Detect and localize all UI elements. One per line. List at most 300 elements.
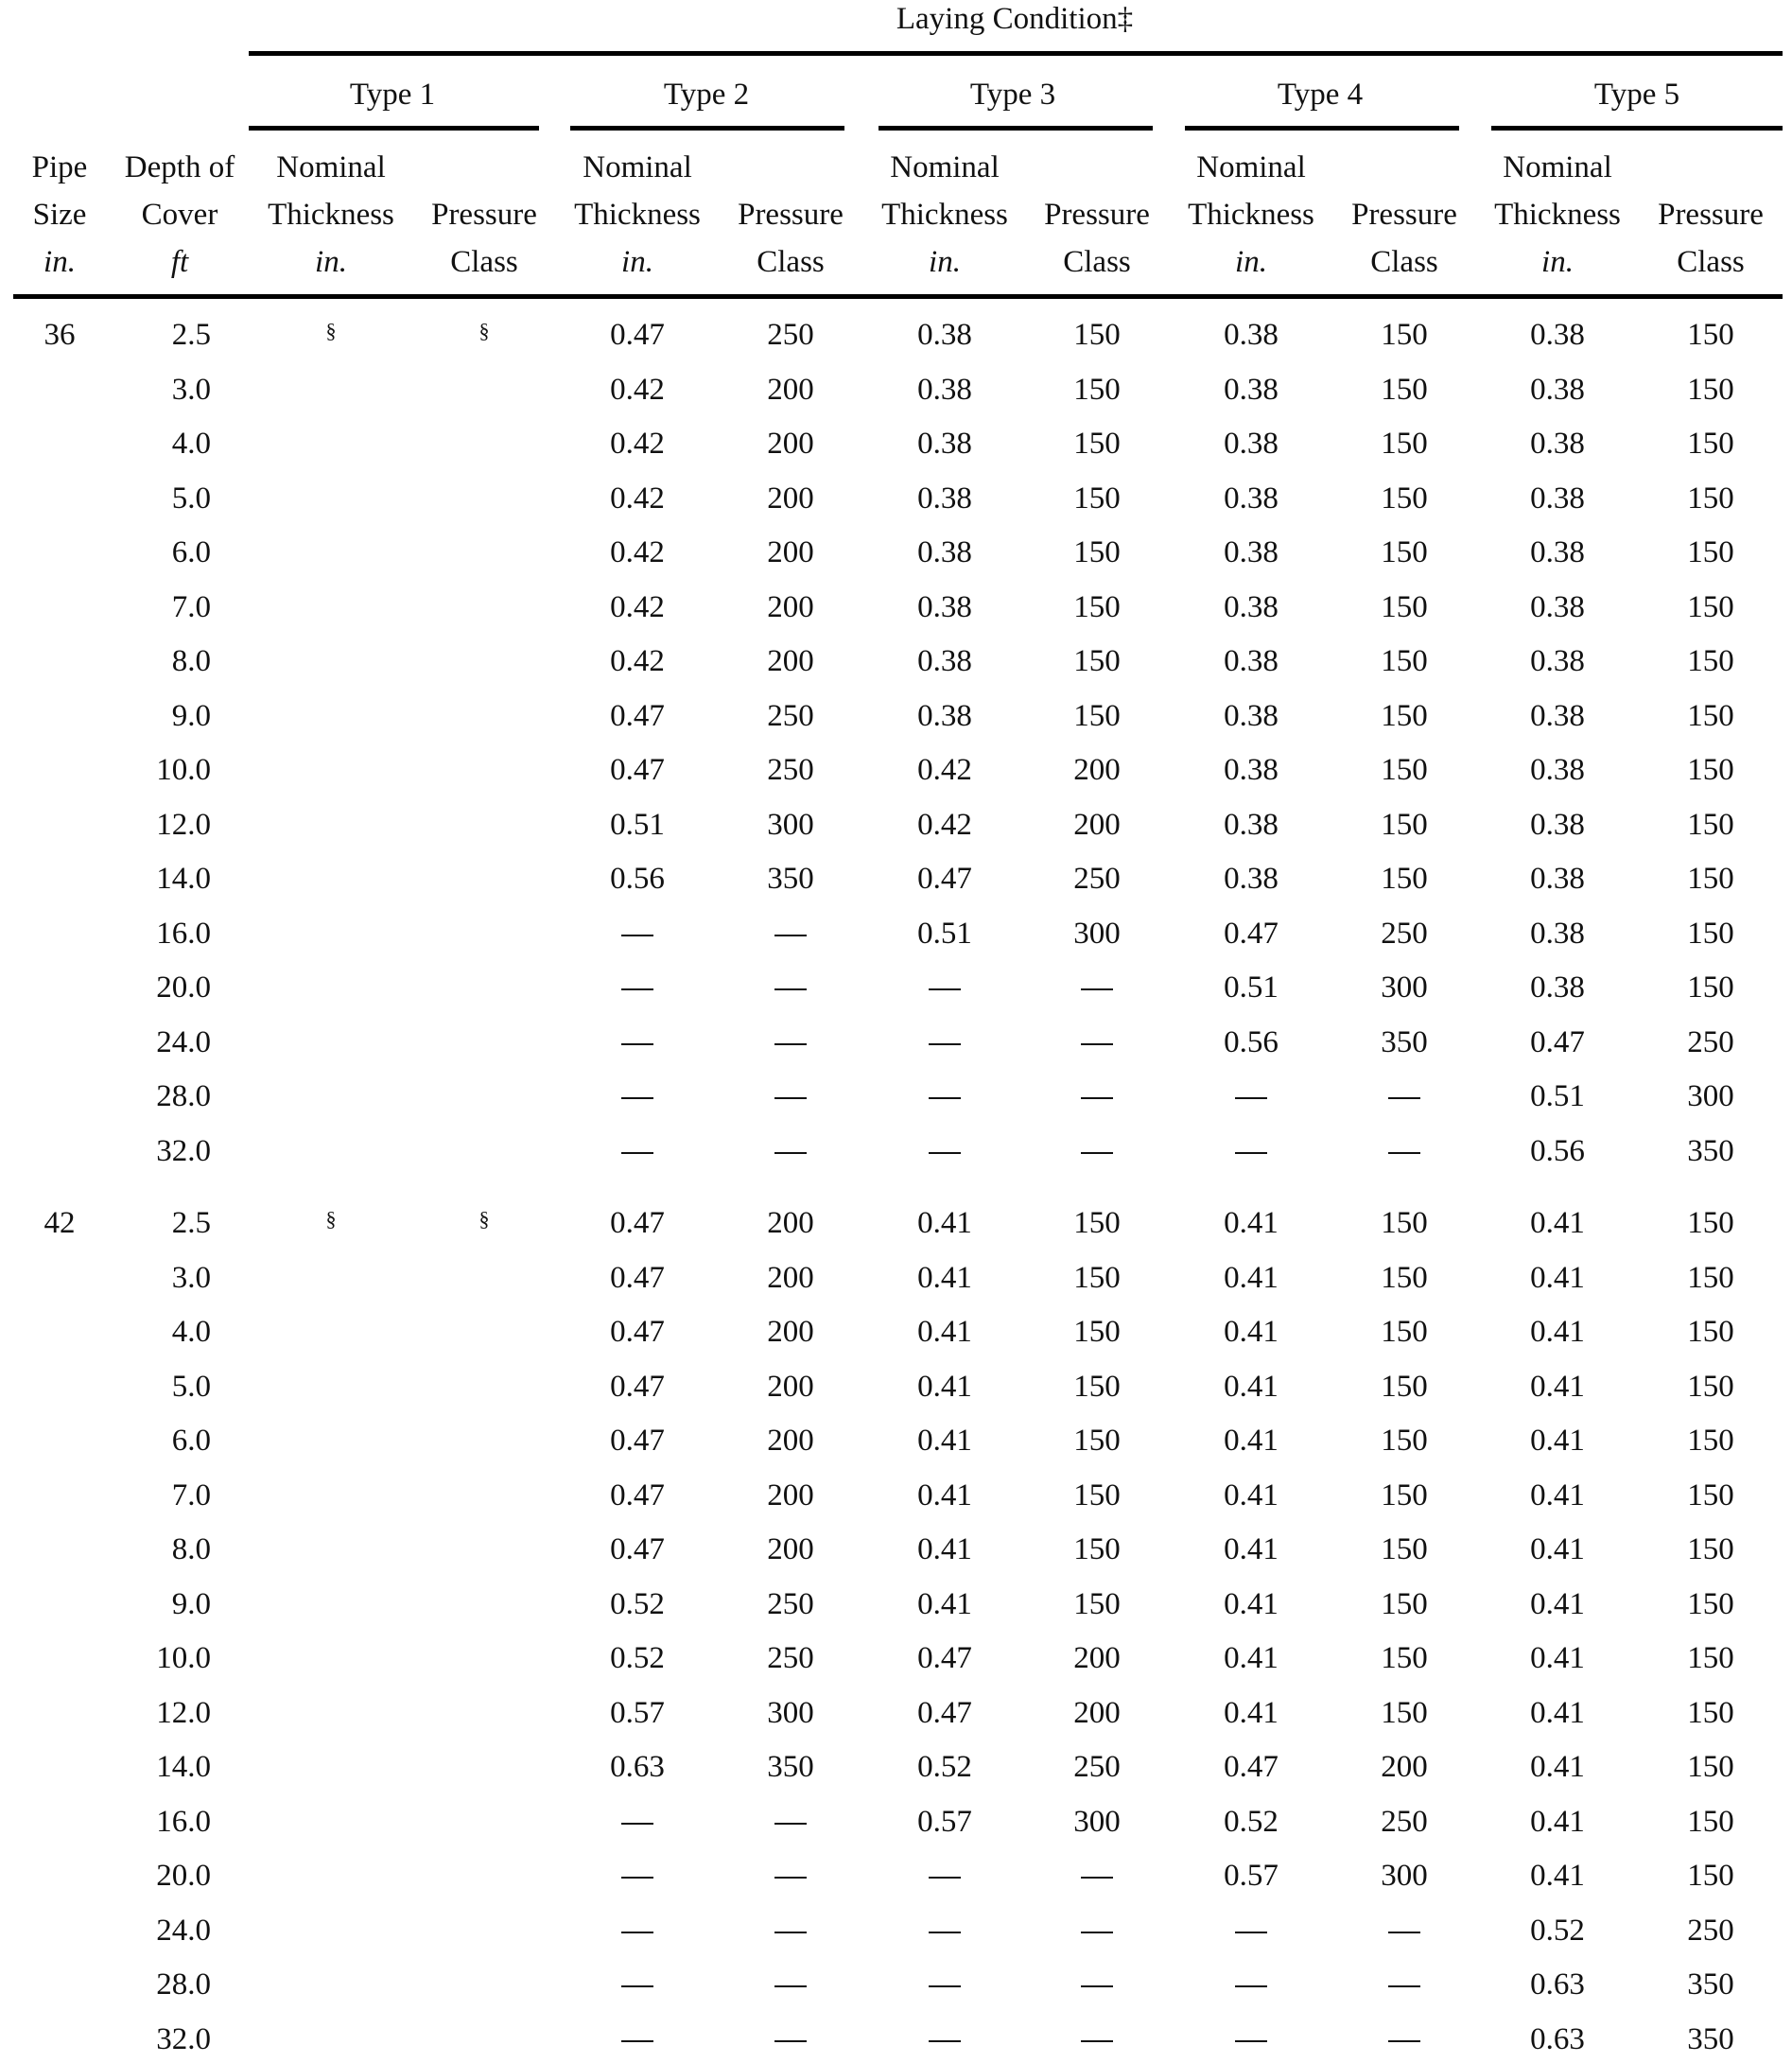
dash-mark xyxy=(929,1097,961,1099)
pressure-class-header: Class xyxy=(757,245,825,279)
pressure-class-cell: 250 xyxy=(1073,1750,1121,1784)
pressure-class-cell: 250 xyxy=(1687,1025,1734,1059)
pressure-class-cell: 150 xyxy=(1073,1587,1121,1621)
pressure-class-cell: 200 xyxy=(767,1532,814,1566)
pressure-class-header: Class xyxy=(1677,245,1745,279)
nominal-thickness-cell: 0.63 xyxy=(610,1750,665,1784)
pressure-class-cell: 300 xyxy=(1073,917,1121,951)
pressure-class-cell: 250 xyxy=(1381,1805,1428,1839)
nominal-thickness-cell xyxy=(621,2020,653,2058)
depth-cell: 5.0 xyxy=(171,1370,211,1404)
depth-cell: 6.0 xyxy=(171,1424,211,1458)
pressure-class-cell xyxy=(774,1966,807,2003)
dash-mark xyxy=(1388,1097,1420,1099)
dash-mark xyxy=(774,1043,807,1045)
nominal-thickness-cell: 0.38 xyxy=(1224,644,1279,678)
dash-mark xyxy=(774,988,807,990)
depth-cell: 3.0 xyxy=(171,373,211,407)
nominal-thickness-cell: 0.38 xyxy=(1530,808,1585,842)
pressure-class-cell: 150 xyxy=(1381,644,1428,678)
nominal-thickness-cell: 0.42 xyxy=(610,535,665,569)
pressure-class-cell: 200 xyxy=(767,535,814,569)
dash-mark xyxy=(929,1043,961,1045)
nominal-thickness-cell: 0.41 xyxy=(917,1424,972,1458)
pressure-class-cell xyxy=(774,1803,807,1841)
pressure-class-cell: 200 xyxy=(767,1478,814,1512)
pressure-class-cell: 200 xyxy=(767,427,814,461)
nominal-thickness-cell: 0.51 xyxy=(917,917,972,951)
pressure-class-cell: 250 xyxy=(767,1587,814,1621)
nominal-thickness-cell: 0.47 xyxy=(610,753,665,787)
pressure-class-cell: 150 xyxy=(1073,1532,1121,1566)
pressure-class-cell xyxy=(1081,2020,1113,2058)
pressure-class-cell: 250 xyxy=(1687,1914,1734,1948)
nominal-thickness-cell: 0.41 xyxy=(1530,1206,1585,1240)
pressure-class-cell: 200 xyxy=(767,1206,814,1240)
spanner-rule xyxy=(249,51,1783,56)
pressure-class-cell: 200 xyxy=(767,1315,814,1349)
nominal-thickness-cell: 0.41 xyxy=(917,1587,972,1621)
pressure-class-cell: 150 xyxy=(1687,917,1734,951)
pressure-class-cell: 150 xyxy=(1381,1424,1428,1458)
nominal-thickness-cell: 0.41 xyxy=(1530,1315,1585,1349)
nominal-thickness-cell: 0.42 xyxy=(610,427,665,461)
pressure-class-cell: 150 xyxy=(1073,1424,1121,1458)
nominal-thickness-cell: 0.41 xyxy=(917,1478,972,1512)
nominal-thickness-cell xyxy=(621,1077,653,1115)
nominal-thickness-cell: 0.52 xyxy=(1224,1805,1279,1839)
dash-mark xyxy=(929,1877,961,1879)
nominal-thickness-cell: 0.41 xyxy=(917,1206,972,1240)
pressure-class-cell: 150 xyxy=(1073,644,1121,678)
nominal-thickness-cell: 0.38 xyxy=(917,644,972,678)
pressure-class-cell: 250 xyxy=(767,699,814,733)
pressure-class-cell: 150 xyxy=(1381,1370,1428,1404)
dash-mark xyxy=(1235,1097,1267,1099)
nominal-thickness-cell xyxy=(1235,1912,1267,1949)
nominal-thickness-cell: 0.41 xyxy=(917,1532,972,1566)
pressure-class-cell xyxy=(774,1023,807,1061)
depth-cell: 32.0 xyxy=(156,2022,211,2056)
type-1-header: Type 1 xyxy=(349,78,436,112)
nominal-thickness-cell xyxy=(929,1912,961,1949)
pressure-class-cell: 300 xyxy=(1073,1805,1121,1839)
nominal-thickness-cell: 0.38 xyxy=(1530,917,1585,951)
nominal-thickness-cell: 0.41 xyxy=(1530,1478,1585,1512)
nominal-thickness-cell: 0.42 xyxy=(610,373,665,407)
nominal-thickness-cell xyxy=(1235,2020,1267,2058)
pipe-size-header: Size xyxy=(32,198,87,232)
nominal-thickness-cell: 0.38 xyxy=(917,427,972,461)
pressure-class-cell: 150 xyxy=(1381,1587,1428,1621)
pressure-class-cell: 350 xyxy=(1381,1025,1428,1059)
pressure-class-cell: 200 xyxy=(767,481,814,516)
nominal-thickness-cell: 0.38 xyxy=(1224,590,1279,624)
pressure-class-cell: 150 xyxy=(1073,1206,1121,1240)
dash-mark xyxy=(1388,2040,1420,2042)
nominal-thickness-cell xyxy=(621,1966,653,2003)
depth-cell: 16.0 xyxy=(156,917,211,951)
pressure-class-cell: 150 xyxy=(1687,535,1734,569)
nominal-thickness-cell: 0.38 xyxy=(1224,699,1279,733)
nominal-thickness-cell: 0.47 xyxy=(610,1315,665,1349)
nominal-thickness-cell: 0.41 xyxy=(1530,1750,1585,1784)
pressure-class-cell xyxy=(1081,1966,1113,2003)
nominal-thickness-cell: 0.52 xyxy=(1530,1914,1585,1948)
pressure-class-cell: 200 xyxy=(1073,808,1121,842)
nominal-thickness-cell xyxy=(621,1132,653,1170)
pressure-class-cell: 150 xyxy=(1381,481,1428,516)
pressure-class-cell: 150 xyxy=(1381,590,1428,624)
pressure-class-cell xyxy=(1081,1912,1113,1949)
type-2-rule xyxy=(570,126,844,131)
nominal-thickness-cell: 0.42 xyxy=(610,590,665,624)
pressure-class-cell: 350 xyxy=(767,1750,814,1784)
depth-cell: 14.0 xyxy=(156,862,211,896)
pressure-class-cell: 200 xyxy=(767,373,814,407)
nominal-thickness-cell: 0.38 xyxy=(1530,644,1585,678)
pressure-class-cell: 150 xyxy=(1073,699,1121,733)
nominal-thickness-cell: 0.38 xyxy=(1530,427,1585,461)
nominal-thickness-header: Thickness xyxy=(1494,198,1621,232)
pressure-class-cell: 150 xyxy=(1073,373,1121,407)
dash-mark xyxy=(621,1823,653,1825)
depth-cell: 7.0 xyxy=(171,590,211,624)
pressure-class-cell: 150 xyxy=(1381,1641,1428,1675)
depth-cell: 5.0 xyxy=(171,481,211,516)
nominal-thickness-cell: 0.47 xyxy=(1530,1025,1585,1059)
pressure-class-header: Pressure xyxy=(1351,198,1457,232)
nominal-thickness-unit: in. xyxy=(1541,245,1574,279)
nominal-thickness-cell xyxy=(929,2020,961,2058)
nominal-thickness-cell: 0.41 xyxy=(1224,1641,1279,1675)
dash-mark xyxy=(774,1932,807,1933)
depth-cell: 8.0 xyxy=(171,644,211,678)
depth-cell: 9.0 xyxy=(171,1587,211,1621)
nominal-thickness-cell: 0.47 xyxy=(610,699,665,733)
nominal-thickness-cell xyxy=(929,969,961,1006)
nominal-thickness-header: Thickness xyxy=(881,198,1008,232)
laying-condition-header: Laying Condition‡ xyxy=(896,2,1134,36)
nominal-thickness-unit: in. xyxy=(315,245,347,279)
pressure-class-cell: 200 xyxy=(767,590,814,624)
nominal-thickness-cell: 0.38 xyxy=(917,318,972,352)
nominal-thickness-cell: 0.38 xyxy=(1224,808,1279,842)
nominal-thickness-cell: 0.47 xyxy=(917,1641,972,1675)
pressure-class-cell: 150 xyxy=(1381,1532,1428,1566)
pipe-size-header: Pipe xyxy=(31,150,88,184)
dash-mark xyxy=(774,935,807,936)
nominal-thickness-cell xyxy=(621,1857,653,1895)
depth-cell: 12.0 xyxy=(156,1696,211,1730)
nominal-thickness-cell xyxy=(1235,1077,1267,1115)
nominal-thickness-cell: 0.38 xyxy=(1224,318,1279,352)
nominal-thickness-cell: 0.38 xyxy=(1224,535,1279,569)
dash-mark xyxy=(1235,1932,1267,1933)
pressure-class-cell: 200 xyxy=(1381,1750,1428,1784)
pressure-class-cell: 350 xyxy=(767,862,814,896)
depth-cell: 32.0 xyxy=(156,1134,211,1168)
nominal-thickness-cell: 0.38 xyxy=(917,535,972,569)
nominal-thickness-cell: 0.63 xyxy=(1530,2022,1585,2056)
nominal-thickness-cell: 0.47 xyxy=(917,862,972,896)
nominal-thickness-cell: 0.38 xyxy=(1224,481,1279,516)
dash-mark xyxy=(774,1152,807,1154)
pressure-class-cell xyxy=(1081,1077,1113,1115)
dash-mark xyxy=(929,1152,961,1154)
nominal-thickness-cell: 0.41 xyxy=(917,1370,972,1404)
depth-cell: 20.0 xyxy=(156,1859,211,1893)
nominal-thickness-header: Thickness xyxy=(268,198,394,232)
nominal-thickness-cell: 0.38 xyxy=(1224,373,1279,407)
nominal-thickness-cell xyxy=(1235,1966,1267,2003)
pressure-class-cell xyxy=(1081,969,1113,1006)
pressure-class-cell: 150 xyxy=(1687,590,1734,624)
pressure-class-cell xyxy=(1081,1857,1113,1895)
depth-header: Depth of xyxy=(124,150,235,184)
pressure-class-cell: 200 xyxy=(1073,753,1121,787)
pressure-class-cell: 200 xyxy=(1073,1696,1121,1730)
pressure-class-cell: 150 xyxy=(1687,753,1734,787)
pressure-class-cell: 250 xyxy=(767,753,814,787)
pressure-class-cell: 150 xyxy=(1381,1478,1428,1512)
nominal-thickness-cell: 0.47 xyxy=(610,1424,665,1458)
dash-mark xyxy=(1388,1985,1420,1987)
nominal-thickness-cell: 0.41 xyxy=(1530,1696,1585,1730)
pressure-class-cell: 150 xyxy=(1073,1370,1121,1404)
pressure-class-cell: 200 xyxy=(767,1261,814,1295)
depth-cell: 2.5 xyxy=(171,1206,211,1240)
nominal-thickness-cell: 0.41 xyxy=(1224,1424,1279,1458)
pressure-class-cell: 150 xyxy=(1687,1315,1734,1349)
nominal-thickness-cell: 0.56 xyxy=(610,862,665,896)
pressure-class-cell: 200 xyxy=(767,644,814,678)
depth-cell: 12.0 xyxy=(156,808,211,842)
nominal-thickness-cell xyxy=(929,1966,961,2003)
depth-cell: 8.0 xyxy=(171,1532,211,1566)
pressure-class-cell: 150 xyxy=(1381,808,1428,842)
pressure-class-header: Pressure xyxy=(1044,198,1150,232)
pressure-class-cell: 200 xyxy=(767,1424,814,1458)
nominal-thickness-cell: 0.38 xyxy=(917,699,972,733)
pressure-class-cell: 150 xyxy=(1687,1424,1734,1458)
nominal-thickness-cell: 0.42 xyxy=(917,808,972,842)
pressure-class-cell: 150 xyxy=(1687,1587,1734,1621)
nominal-thickness-cell: 0.41 xyxy=(1224,1370,1279,1404)
pressure-class-cell xyxy=(1388,2020,1420,2058)
dash-mark xyxy=(1388,1152,1420,1154)
nominal-thickness-cell: 0.47 xyxy=(1224,917,1279,951)
depth-cell: 9.0 xyxy=(171,699,211,733)
nominal-thickness-cell: 0.38 xyxy=(1530,970,1585,1005)
nominal-thickness-cell: 0.41 xyxy=(1224,1587,1279,1621)
nominal-thickness-cell: 0.41 xyxy=(1530,1587,1585,1621)
dash-mark xyxy=(1081,1152,1113,1154)
nominal-thickness-cell: 0.41 xyxy=(1530,1370,1585,1404)
nominal-thickness-cell: 0.57 xyxy=(610,1696,665,1730)
pressure-class-cell: 150 xyxy=(1073,481,1121,516)
nominal-thickness-cell xyxy=(1235,1132,1267,1170)
type1-footnote-mark: § xyxy=(325,1207,337,1231)
depth-cell: 24.0 xyxy=(156,1914,211,1948)
nominal-thickness-cell: 0.38 xyxy=(1530,699,1585,733)
dash-mark xyxy=(1235,2040,1267,2042)
nominal-thickness-header: Thickness xyxy=(1188,198,1314,232)
pressure-class-cell xyxy=(1081,1023,1113,1061)
dash-mark xyxy=(621,988,653,990)
depth-cell: 10.0 xyxy=(156,1641,211,1675)
nominal-thickness-cell xyxy=(621,1912,653,1949)
nominal-thickness-cell: 0.51 xyxy=(610,808,665,842)
pressure-class-cell xyxy=(774,1132,807,1170)
nominal-thickness-cell: 0.38 xyxy=(1530,753,1585,787)
pressure-class-header: Pressure xyxy=(738,198,844,232)
nominal-thickness-cell: 0.38 xyxy=(917,481,972,516)
nominal-thickness-cell: 0.41 xyxy=(1530,1641,1585,1675)
dash-mark xyxy=(1235,1985,1267,1987)
type-5-header: Type 5 xyxy=(1593,78,1680,112)
nominal-thickness-cell: 0.38 xyxy=(1530,535,1585,569)
dash-mark xyxy=(621,1097,653,1099)
nominal-thickness-cell: 0.41 xyxy=(1530,1532,1585,1566)
pressure-class-header: Pressure xyxy=(431,198,537,232)
dash-mark xyxy=(621,1152,653,1154)
pressure-class-cell: 200 xyxy=(1073,1641,1121,1675)
nominal-thickness-cell: 0.41 xyxy=(1530,1261,1585,1295)
nominal-thickness-cell: 0.47 xyxy=(610,1532,665,1566)
depth-cell: 14.0 xyxy=(156,1750,211,1784)
type-2-header: Type 2 xyxy=(663,78,750,112)
pressure-class-cell: 150 xyxy=(1381,1206,1428,1240)
nominal-thickness-cell: 0.56 xyxy=(1530,1134,1585,1168)
pressure-class-cell xyxy=(1388,1966,1420,2003)
type1-footnote-mark: § xyxy=(478,1207,490,1231)
dash-mark xyxy=(774,1097,807,1099)
pressure-class-cell: 300 xyxy=(1381,970,1428,1005)
pressure-class-cell: 150 xyxy=(1687,427,1734,461)
nominal-thickness-cell: 0.52 xyxy=(610,1587,665,1621)
pressure-class-cell: 150 xyxy=(1381,1696,1428,1730)
dash-mark xyxy=(929,2040,961,2042)
pressure-class-cell: 200 xyxy=(767,1370,814,1404)
pressure-class-cell: 150 xyxy=(1381,753,1428,787)
nominal-thickness-cell: 0.41 xyxy=(1224,1315,1279,1349)
depth-cell: 3.0 xyxy=(171,1261,211,1295)
pressure-class-cell: 150 xyxy=(1687,373,1734,407)
pressure-class-cell: 150 xyxy=(1381,862,1428,896)
nominal-thickness-cell: 0.41 xyxy=(917,1315,972,1349)
nominal-thickness-cell: 0.47 xyxy=(610,1206,665,1240)
depth-cell: 28.0 xyxy=(156,1967,211,2002)
depth-cell: 2.5 xyxy=(171,318,211,352)
nominal-thickness-cell: 0.56 xyxy=(1224,1025,1279,1059)
pressure-class-cell: 150 xyxy=(1687,1532,1734,1566)
pressure-class-cell: 150 xyxy=(1381,699,1428,733)
dash-mark xyxy=(929,1932,961,1933)
nominal-thickness-cell: 0.38 xyxy=(1224,862,1279,896)
nominal-thickness-cell: 0.38 xyxy=(917,590,972,624)
nominal-thickness-cell: 0.47 xyxy=(917,1696,972,1730)
pressure-class-cell: 150 xyxy=(1687,808,1734,842)
pressure-class-cell: 150 xyxy=(1073,1315,1121,1349)
pressure-class-cell: 150 xyxy=(1687,699,1734,733)
nominal-thickness-cell: 0.41 xyxy=(917,1261,972,1295)
nominal-thickness-cell: 0.41 xyxy=(1530,1859,1585,1893)
nominal-thickness-cell xyxy=(929,1023,961,1061)
nominal-thickness-cell: 0.47 xyxy=(610,1478,665,1512)
nominal-thickness-header: Nominal xyxy=(583,150,692,184)
nominal-thickness-header: Nominal xyxy=(890,150,1000,184)
nominal-thickness-cell: 0.47 xyxy=(610,1261,665,1295)
pressure-class-cell: 350 xyxy=(1687,1967,1734,2002)
nominal-thickness-cell: 0.38 xyxy=(1530,373,1585,407)
type1-footnote-mark: § xyxy=(325,319,337,342)
nominal-thickness-cell: 0.41 xyxy=(1224,1206,1279,1240)
dash-mark xyxy=(929,1985,961,1987)
depth-unit: ft xyxy=(170,245,189,279)
pressure-class-cell: 150 xyxy=(1381,535,1428,569)
pressure-class-cell xyxy=(774,969,807,1006)
pressure-class-cell: 250 xyxy=(1073,862,1121,896)
type-5-rule xyxy=(1491,126,1783,131)
depth-cell: 4.0 xyxy=(171,427,211,461)
dash-mark xyxy=(929,988,961,990)
nominal-thickness-cell: 0.47 xyxy=(1224,1750,1279,1784)
nominal-thickness-unit: in. xyxy=(1235,245,1267,279)
type-4-header: Type 4 xyxy=(1277,78,1364,112)
nominal-thickness-cell xyxy=(929,1132,961,1170)
depth-cell: 6.0 xyxy=(171,535,211,569)
pressure-class-cell: 300 xyxy=(1381,1859,1428,1893)
pressure-class-cell: 150 xyxy=(1687,1206,1734,1240)
pipe-size-cell: 42 xyxy=(43,1206,76,1240)
dash-mark xyxy=(621,935,653,936)
nominal-thickness-cell xyxy=(929,1077,961,1115)
pressure-class-cell: 150 xyxy=(1687,1261,1734,1295)
nominal-thickness-cell xyxy=(929,1857,961,1895)
nominal-thickness-cell: 0.41 xyxy=(1224,1478,1279,1512)
pipe-size-unit: in. xyxy=(43,245,76,279)
nominal-thickness-cell: 0.41 xyxy=(1224,1696,1279,1730)
depth-cell: 7.0 xyxy=(171,1478,211,1512)
pressure-class-header: Class xyxy=(1370,245,1438,279)
nominal-thickness-cell: 0.38 xyxy=(917,373,972,407)
dash-mark xyxy=(774,1877,807,1879)
pressure-class-header: Pressure xyxy=(1658,198,1764,232)
nominal-thickness-cell xyxy=(621,1803,653,1841)
pressure-class-cell xyxy=(1388,1132,1420,1170)
nominal-thickness-unit: in. xyxy=(929,245,961,279)
dash-mark xyxy=(1081,988,1113,990)
dash-mark xyxy=(621,2040,653,2042)
pressure-class-header: Class xyxy=(450,245,518,279)
dash-mark xyxy=(621,1985,653,1987)
pressure-class-cell: 300 xyxy=(767,808,814,842)
dash-mark xyxy=(774,2040,807,2042)
dash-mark xyxy=(1081,1097,1113,1099)
dash-mark xyxy=(621,1877,653,1879)
type-3-rule xyxy=(879,126,1153,131)
nominal-thickness-cell: 0.51 xyxy=(1224,970,1279,1005)
type-4-rule xyxy=(1185,126,1459,131)
pressure-class-cell: 250 xyxy=(1381,917,1428,951)
nominal-thickness-cell: 0.41 xyxy=(1530,1424,1585,1458)
nominal-thickness-cell: 0.41 xyxy=(1224,1261,1279,1295)
nominal-thickness-cell: 0.38 xyxy=(1530,481,1585,516)
nominal-thickness-header: Nominal xyxy=(276,150,386,184)
nominal-thickness-cell: 0.47 xyxy=(610,1370,665,1404)
pressure-class-cell xyxy=(1388,1912,1420,1949)
